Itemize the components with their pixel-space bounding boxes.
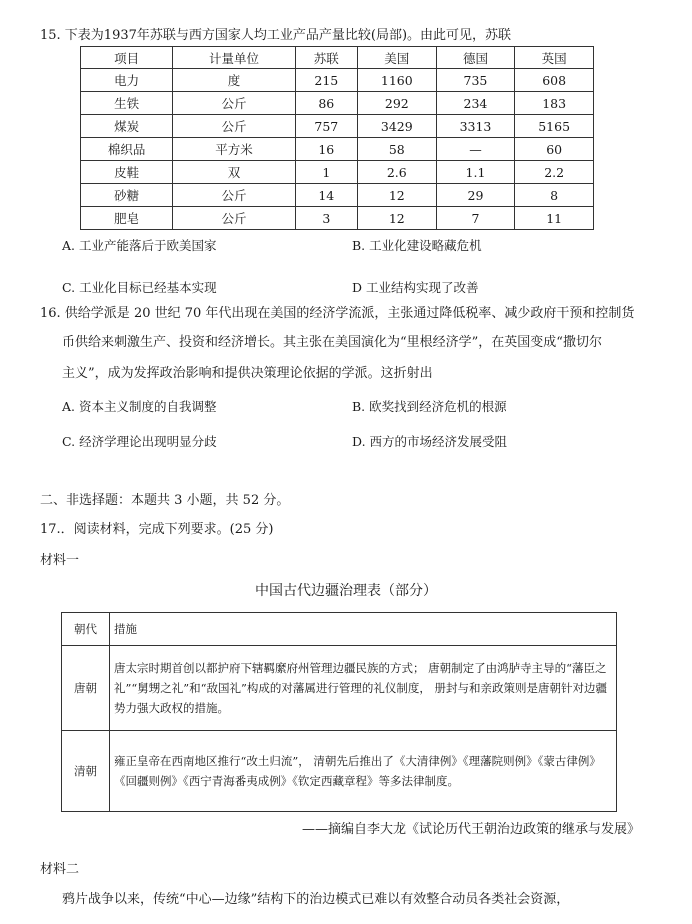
table-cell: 1160 — [357, 69, 436, 92]
section-heading: 二、非选择题：本题共 3 小题，共 52 分。 — [40, 493, 290, 508]
table-cell: 215 — [295, 69, 357, 92]
q16-stem-line3: 主义”，成为发挥政治影响和提供决策理论依据的学派。这折射出 — [62, 366, 433, 381]
table-cell-measures-qing: 雍正皇帝在西南地区推行“改土归流”， 清朝先后推出了《大清律例》《理藩院则例》《蒙古律例》《回疆则例》《西宁青海番夷成例》《钦定西藏章程》等多法律制度。 — [110, 731, 617, 812]
table-cell: 煤炭 — [81, 115, 173, 138]
table-cell: 2.6 — [357, 161, 436, 184]
source-citation: ——摘编自李大龙《试论历代王朝治边政策的继承与发展》 — [301, 822, 640, 837]
table-cell: 公斤 — [173, 92, 295, 115]
q15-option-b: B. 工业化建设略藏危机 — [352, 238, 482, 253]
table-cell: 757 — [295, 115, 357, 138]
table-cell: 3313 — [436, 115, 515, 138]
table-cell: 2.2 — [515, 161, 594, 184]
table-cell: 1.1 — [436, 161, 515, 184]
table-header-cell: 德国 — [436, 47, 515, 69]
table-cell: 棉织品 — [81, 138, 173, 161]
table-cell: 735 — [436, 69, 515, 92]
table-cell: 29 — [436, 184, 515, 207]
table-header-measures: 措施 — [110, 613, 617, 646]
table-cell: 平方米 — [173, 138, 295, 161]
table-cell: — — [436, 138, 515, 161]
table-cell: 60 — [515, 138, 594, 161]
table-cell: 公斤 — [173, 115, 295, 138]
table-cell: 度 — [173, 69, 295, 92]
table-cell: 砂糖 — [81, 184, 173, 207]
table-cell: 电力 — [81, 69, 173, 92]
table-cell: 234 — [436, 92, 515, 115]
table-cell: 公斤 — [173, 184, 295, 207]
material2-label: 材料二 — [40, 862, 80, 877]
material2-text: 鸦片战争以来，传统“中心—边缘”结构下的治边模式已难以有效整合动员各类社会资源， — [62, 892, 570, 907]
table-cell: 14 — [295, 184, 357, 207]
table-cell: 16 — [295, 138, 357, 161]
q16-stem-line2: 币供给来刺激生产、投资和经济增长。其主张在美国演化为“里根经济学”，在英国变成“撒切尔 — [62, 335, 602, 350]
q16-option-c: C. 经济学理论出现明显分歧 — [62, 434, 217, 449]
table-cell: 11 — [515, 207, 594, 230]
table-cell: 86 — [295, 92, 357, 115]
table-row — [81, 69, 594, 92]
q16-option-d: D. 西方的市场经济发展受阻 — [352, 434, 508, 449]
table-header-cell: 英国 — [515, 47, 594, 69]
q16-option-a: A. 资本主义制度的自我调整 — [62, 399, 217, 414]
table-cell: 公斤 — [173, 207, 295, 230]
table-cell: 皮鞋 — [81, 161, 173, 184]
table-cell: 8 — [515, 184, 594, 207]
table-title: 中国古代边疆治理表（部分） — [255, 583, 437, 599]
table-cell: 3429 — [357, 115, 436, 138]
table-row — [81, 161, 594, 184]
table-cell: 双 — [173, 161, 295, 184]
table-row — [81, 115, 594, 138]
table-row — [81, 138, 594, 161]
table-cell: 608 — [515, 69, 594, 92]
q15-stem: 15. 下表为1937年苏联与西方国家人均工业产品产量比较(局部)。由此可见，苏联 — [40, 28, 512, 43]
table-header-cell: 苏联 — [295, 47, 357, 69]
table-header-row — [81, 47, 594, 69]
table-cell: 5165 — [515, 115, 594, 138]
table-cell-dynasty-qing: 清朝 — [62, 731, 110, 812]
q15-option-d: D 工业结构实现了改善 — [352, 280, 479, 295]
table-cell: 1 — [295, 161, 357, 184]
q15-option-a: A. 工业产能落后于欧美国家 — [62, 238, 217, 253]
table-cell: 183 — [515, 92, 594, 115]
q15-table — [80, 46, 594, 230]
table-row — [81, 207, 594, 230]
table-row — [81, 184, 594, 207]
q16-stem-line1: 16. 供给学派是 20 世纪 70 年代出现在美国的经济学流派，主张通过降低税率、减少政府干预和控制货 — [40, 306, 635, 321]
table-cell: 12 — [357, 207, 436, 230]
table-cell: 肥皂 — [81, 207, 173, 230]
table-cell: 292 — [357, 92, 436, 115]
table-cell-measures-tang: 唐太宗时期首创以都护府下辖羁縻府州管理边疆民族的方式； 唐朝制定了由鸿胪寺主导的“藩臣之礼”“舅甥之礼”和“敌国礼”构成的对藩属进行管理的礼仪制度， 册封与和亲政策则是唐朝针对边疆势力强大政权的措施。 — [110, 646, 617, 731]
q17-stem: 17.．阅读材料，完成下列要求。(25 分) — [40, 522, 274, 537]
q17-table — [61, 612, 617, 812]
table-header-dynasty: 朝代 — [62, 613, 110, 646]
table-cell: 3 — [295, 207, 357, 230]
q16-option-b: B. 欧奖找到经济危机的根源 — [352, 399, 507, 414]
table-cell: 生铁 — [81, 92, 173, 115]
table-row — [81, 92, 594, 115]
q15-option-c: C. 工业化目标已经基本实现 — [62, 280, 217, 295]
table-cell: 7 — [436, 207, 515, 230]
table-header-cell: 项目 — [81, 47, 173, 69]
table-header-cell: 计量单位 — [173, 47, 295, 69]
table-cell: 12 — [357, 184, 436, 207]
table-cell: 58 — [357, 138, 436, 161]
material1-label: 材料一 — [40, 553, 80, 568]
table-cell-dynasty-tang: 唐朝 — [62, 646, 110, 731]
table-header-cell: 美国 — [357, 47, 436, 69]
